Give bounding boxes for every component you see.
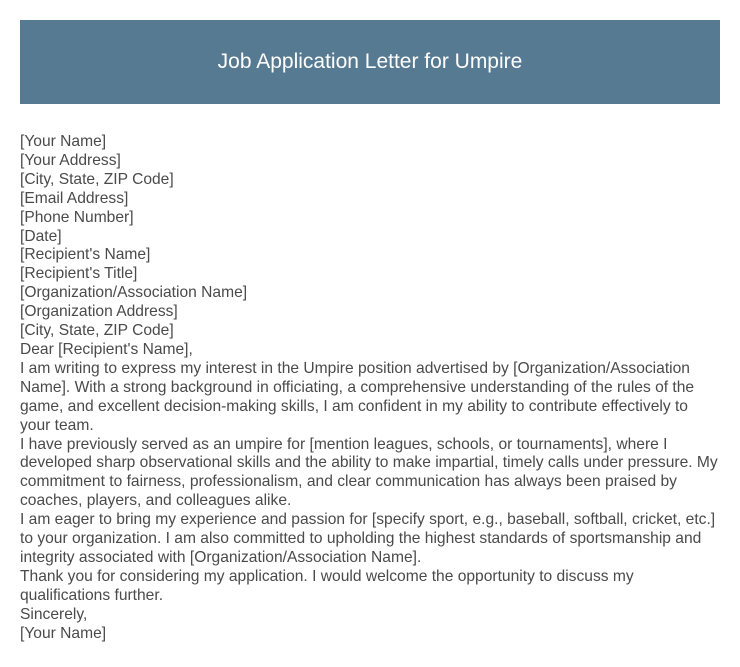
page-title: Job Application Letter for Umpire — [217, 50, 523, 73]
sender-address: [Your Address] — [20, 151, 121, 169]
recipient-title: [Recipient's Title] — [20, 265, 138, 283]
sender-phone: [Phone Number] — [20, 208, 134, 226]
sender-city-state-zip: [City, State, ZIP Code] — [20, 170, 174, 188]
recipient-city-state-zip: [City, State, ZIP Code] — [20, 322, 174, 340]
paragraph-thanks: Thank you for considering my application. I would welcome the opportunity to discuss my qualifications further. — [20, 567, 634, 604]
sender-name: [Your Name] — [20, 133, 107, 150]
letter-date: [Date] — [20, 227, 62, 245]
signature: [Your Name] — [20, 624, 107, 642]
salutation: Dear [Recipient's Name], — [20, 340, 193, 358]
recipient-organization: [Organization/Association Name] — [20, 284, 248, 302]
page-header — [20, 20, 720, 104]
recipient-name: [Recipient's Name] — [20, 246, 151, 264]
paragraph-experience: I have previously served as an umpire for [mention leagues, schools, or tournaments], where I developed sharp observational skills and the ability to make impartial, timely calls under pressure. My commitment to fairness, professionalism, and clear communication has always been praised by coaches, players, and colleagues alike. — [20, 435, 718, 510]
closing: Sincerely, — [20, 605, 88, 623]
sender-email: [Email Address] — [20, 189, 129, 207]
paragraph-commitment: I am eager to bring my experience and passion for [specify sport, e.g., baseball, softball, cricket, etc.] to your organization. I am also committed to upholding the highest standards of sportsmanship and integrity associated with [Organization/Association Name]. — [20, 511, 716, 566]
letter-body — [20, 133, 720, 643]
paragraph-intro: I am writing to express my interest in the Umpire position advertised by [Organization/Association Name]. With a strong background in officiating, a comprehensive understanding of the rules of the game, and excellent decision-making skills, I am confident in my ability to contribute effectively to your team. — [20, 359, 695, 434]
recipient-address: [Organization Address] — [20, 303, 178, 321]
